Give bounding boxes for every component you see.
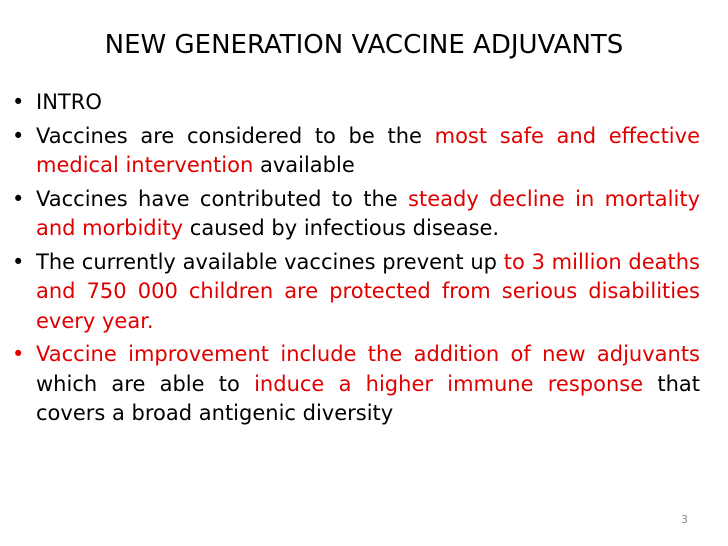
page-number: 3 bbox=[681, 513, 688, 526]
bullet-text: Vaccines have contributed to the bbox=[36, 186, 409, 211]
bullet-highlight: to 3 million deaths and 750 000 children are protected from serious disabilities every year. bbox=[36, 249, 700, 333]
bullet-highlight: induce a higher immune response bbox=[254, 371, 644, 396]
bullet-text: The currently available vaccines prevent up bbox=[36, 249, 504, 274]
bullet-text: available bbox=[253, 153, 355, 177]
bullet-item-prevention bbox=[10, 248, 700, 337]
bullet-text: that covers a broad antigenic diversity bbox=[36, 371, 701, 425]
bullet-dot-icon: • bbox=[12, 186, 25, 211]
bullet-item-intro bbox=[10, 88, 700, 118]
bullet-item-decline bbox=[10, 185, 700, 244]
bullet-highlight: Vaccine improvement include the addition of new adjuvants bbox=[36, 342, 700, 366]
bullet-list bbox=[10, 88, 700, 433]
bullet-text: caused by infectious disease. bbox=[183, 216, 500, 240]
bullet-item-improvement bbox=[10, 340, 700, 429]
bullet-highlight: steady decline in mortality and morbidity bbox=[36, 186, 700, 240]
bullet-text: Vaccines are considered to be the bbox=[36, 123, 435, 148]
slide-title: NEW GENERATION VACCINE ADJUVANTS bbox=[104, 30, 624, 60]
bullet-dot-icon: • bbox=[12, 90, 25, 114]
bullet-highlight: most safe and effective medical intervention bbox=[36, 123, 700, 177]
bullet-text: INTRO bbox=[36, 90, 102, 114]
bullet-text: which are able to bbox=[36, 371, 255, 396]
bullet-item-safety bbox=[10, 122, 700, 181]
bullet-dot-icon: • bbox=[12, 123, 25, 148]
bullet-dot-icon: • bbox=[12, 249, 25, 274]
bullet-dot-icon: • bbox=[12, 342, 25, 366]
